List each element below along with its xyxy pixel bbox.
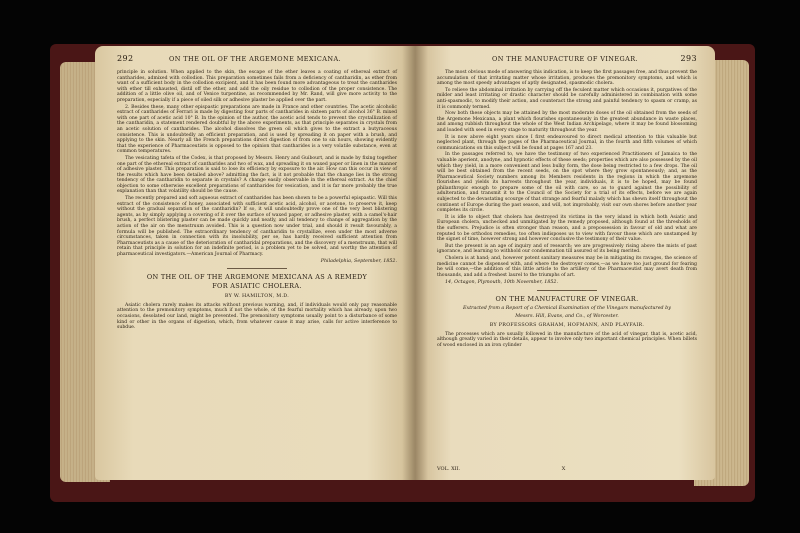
- paragraph: But the present is an age of inquiry and of research; we are progressively rising above the mists of past ignorance, and learning to withhold our condemnation till assured of its being merited.: [437, 243, 697, 255]
- paragraph: To relieve the abdominal irritation by carrying off the feculent matter which occasions it, purgatives of the milder and least irritating or drastic character should be carefully administered in combination with some anti-spasmodic, to modify their action, and counteract the strong and painful tendency to spasm or cramp, as it is commonly termed.: [437, 87, 697, 110]
- right-signature: 14, Octagon, Plymouth, 10th November, 1852.: [445, 280, 559, 286]
- paragraph: In the passages referred to, we have the testimony of two experienced Practitioners of Jamaica to the valuable aperient, anodyne, and hypnotic effects of these seeds; properties which are also possessed by the oil which they yield, in a more convenient and less bulky form, the dose being restricted to a few drops. The oil will be best obtained from the recent seeds, on the spot where they grow spontaneously; and, as the Pharmaceutical Society numbers among its Members residents in the regions in which the argemone flourishes and yields its harvests throughout the year, individuals, it is to be hoped, may be found philanthropic enough to prepare some of the oil with care, so as to guard against the possibility of adulteration, and transmit it to the Council of the Society for a trial of its effects, before we are again subjected to the devastating scourge of that strange and fearful malady which has shewn itself throughout the continent of Europe during the past season, and will, not improbably, visit our own shores before another year completes its circle.: [437, 152, 697, 214]
- vinegar-subtitle-line1: Extracted from a Report of a Chemical Examination of the Vinegars manufactured by: [463, 305, 671, 311]
- paragraph: The recently prepared and soft aqueous extract of cantharides has been shown to be a powerful epispastic. Will this extract of the consistence of honey, associated with sufficient acetic acid, alcohol, or acetone, to preserve it, keep without the gradual separation of the cantharidin? If so, it will undoubtedly prove one of the very best blistering agents, as by simply applying a covering of it over the surface of waxed paper, or adhesive plaster, with a camel's-hair brush, a perfect blistering plaster can be made quickly and neatly, and all tendency to change of aggregation by the action of the air on the menstruum avoided. This is a question now under trial, and should it result favourably, a formula will be published. The extraordinary tendency of cantharidin to crystallize, even under the most adverse circumstances, taken in connection with its insolubility, per se, has hardly received sufficient attention from Pharmaceutists as a cause of the deterioration of cantharidal preparations, and the discovery of a menstruum, that will retain that principle in solution for an indefinite period, is a problem yet to be solved, and worthy the attention of pharmaceutical investigators.—American Journal of Pharmacy.: [117, 196, 397, 257]
- paragraph: Now both these objects may be attained by the most moderate doses of the oil obtained from the seeds of the Argemone Mexicana, a plant which flourishes spontaneously in the greatest abundance in waste places, and among rubbish throughout the whole of the West Indian Archipelago, where it may be found blossoming and loaded with seed in every stage to maturity throughout the year.: [437, 111, 697, 133]
- paragraph: Cholera is at hand; and, however potent sanitary measures may be in mitigating its ravages, the science of medicine cannot be dispensed with, and where the destroyer comes,—as we have too just ground for fearing he will come,—the addition of this little article to the artillery of the Pharmaceutist may avert death from thousands, and add a freshest laurel to the triumphs of art.: [437, 256, 697, 278]
- paragraph: The vesicating tafeta of the Codex, is that proposed by Messrs. Henry and Guibourt, and is made by fixing together one part of the ethereal extract of cantharides and two of wax, and spreading it on waxed paper or linen in the manner of adhesive plaster. This preparation is said to lose its efficiency by exposure to the air. How can this occur in view of the results which have been detailed above? admitting the fact, is it not probable that the change lies in the strong tendency of the cantharidin to separate in crystals? A change easily observable in the ethereal extract. As the chief objection to some otherwise excellent preparations of cantharides for vesication, and it is far more probably the true explanation than that volatility should be the cause.: [117, 155, 397, 195]
- divider: [537, 290, 597, 291]
- left-body-text: [117, 70, 397, 332]
- left-page: [95, 46, 415, 480]
- volume-label: VOL. XII.: [437, 466, 461, 472]
- left-running-header: [95, 54, 415, 64]
- book-gutter: [402, 46, 428, 480]
- paragraph: Asiatic cholera rarely makes its attacks without previous warning, and, if individuals would only pay reasonable attention to the premonitory symptoms, much if not the whole, of the fearful mortality which has already, upon two occasions, desolated our land, might be prevented. The premonitory symptoms usually point to a disturbance of some kind or other in the organs of digestion, which, from whatever cause it may arise, calls for active interference to subdue.: [117, 302, 397, 331]
- right-header-title: ON THE MANUFACTURE OF VINEGAR.: [492, 55, 638, 63]
- open-book: [50, 36, 755, 502]
- right-running-header: [415, 54, 715, 64]
- paragraph: It is idle to object that cholera has destroyed its victims in the very island in which both Asiatic and European cholera, unchecked and unmitigated by the remedy proposed, although found at the thresholds of the sufferers. Prejudice is often stronger than reason, and a prepossession in favour of old and what are reputed to be orthodox remedies, too often indisposes us to view with favour those which are unstamped by the signet of time, however strong and however conclusive the testimony of their value.: [437, 214, 697, 243]
- left-header-title: ON THE OIL OF THE ARGEMONE MEXICANA.: [168, 55, 341, 63]
- divider: [227, 268, 287, 269]
- paragraph: 2. Besides these, many other epispastic preparations are made in France and other countries. The acetic alcoholic extract of cantharides of Ferrari is made by digesting four parts of cantharides in sixteen parts of alcohol 36° B. mixed with one part of acetic acid 10° B. In the opinion of the author, the acetic acid tends to prevent the crystallization of the cantharidin, a statement rendered doubtful by the above experiments, as that principle separates in crystals from an acetic solution of cantharides. The alcohol dissolves the green oil which gives to the extract a butyraceous consistence. This is undoubtedly an efficient preparation, and is used by spreading it on paper with a brush, and applying to the skin. Nearly all the French preparations direct digestion of from one to six hours, showing evidently that the experience of Pharmaceutists is opposed to the opinion that cantharides is a very volatile substance, even at common temperatures.: [117, 104, 397, 155]
- signature-mark: X: [561, 466, 566, 472]
- right-body-text: [437, 70, 697, 460]
- right-page-number: 293: [680, 54, 697, 63]
- left-page-number: 292: [117, 54, 134, 63]
- article-title-line2: FOR ASIATIC CHOLERA.: [212, 282, 302, 291]
- vinegar-byline: BY PROFESSORS GRAHAM, HOFMANN, AND PLAYFAIR.: [489, 322, 645, 328]
- article-byline: BY W. HAMILTON, M.D.: [224, 294, 290, 300]
- vinegar-subtitle-line2: Messrs. Hill, Evans, and Co., of Worcester.: [515, 313, 619, 319]
- vinegar-article-title: ON THE MANUFACTURE OF VINEGAR.: [495, 294, 639, 303]
- paragraph: principle in solution. When applied to the skin, the escape of the ether leaves a coating of ethereal extract of cantharides, admixed with collodion. This preparation sometimes fails from a deficiency of cantharidin, as ether from want of a sufficient body in the collodion excipient, and it has been found more advantageous to treat the cantharides with ether till exhausted, distil off the ether, and add the oily residue to collodion of the proper consistence. The addition of a little olive oil, and of Venice turpentine, as recommended by Mr. Rand, will give more activity to the preparation, especially if a piece of oiled silk or adhesive plaster be applied over the part.: [117, 70, 397, 103]
- article-title-line1: ON THE OIL OF THE ARGEMONE MEXICANA AS A REMEDY: [146, 273, 368, 282]
- paragraph: The most obvious mode of answering this indication, is to keep the first passages free, and thus prevent the accumulation of that irritating matter whose irritation, produces the premonitory symptoms, and which is among the most speedy advantages of aptly designated, spasmodic cholera.: [437, 70, 697, 87]
- left-signature: Philadelphia, September, 1852.: [320, 258, 397, 264]
- right-page: [415, 46, 715, 480]
- paragraph: The processes which are usually followed in the manufacture of the acid of vinegar, that is, acetic acid, although greatly varied in their details, appear to involve only two important chemical principles. When billets of wood enclosed in an iron cylinder: [437, 331, 697, 348]
- paragraph: It is now above eight years since I first endeavoured to direct medical attention to this valuable but neglected plant, through the pages of the Pharmaceutical Journal, in the fourth and fifth volumes of which communications on this subject will be found at pages 167 and 23.: [437, 134, 697, 151]
- right-footer: [437, 466, 697, 472]
